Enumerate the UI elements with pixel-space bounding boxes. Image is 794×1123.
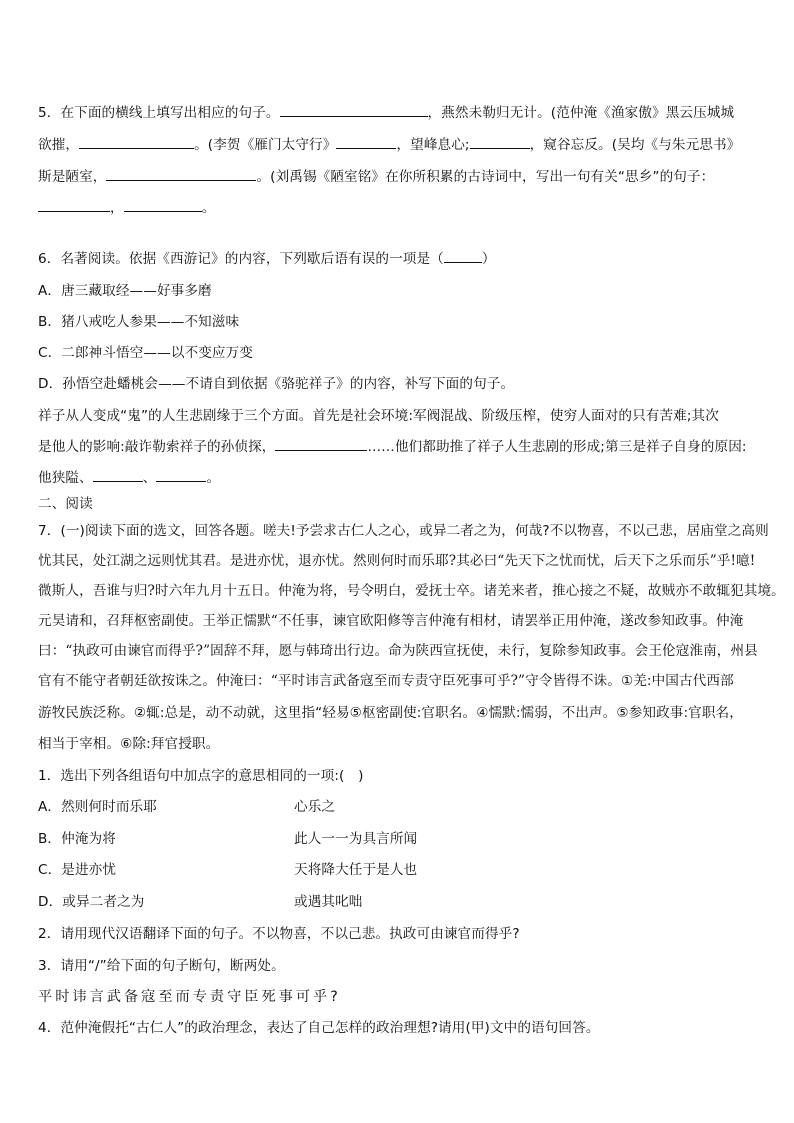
q5-text: 斯是陋室，	[38, 169, 107, 185]
answer-blank[interactable]	[38, 198, 110, 212]
q6-text: ）	[481, 251, 496, 267]
q6-text: 。	[206, 470, 221, 486]
q6-text: ……他们都助推了祥子人生悲剧的形成;第三是祥子自身的原因:	[367, 439, 747, 455]
q5-text: 。(李贺《雁门太守行》	[194, 137, 337, 153]
sq1-option-c	[38, 860, 418, 880]
subquestion-4: 4．范仲淹假托“古仁人”的政治理念，表达了自己怎样的政治理想?请用(甲)文中的语句回答。	[38, 1020, 600, 1036]
q5-text: ，窥谷忘反。(吴均《与朱元思书》	[529, 137, 741, 153]
q7-line-3: 微斯人，吾谁与归?时六年九月十五日。仲淹为将，号令明白，爱抚士卒。诸羌来者，推心接之不疑，故贼亦不敢辄犯其境。	[38, 583, 785, 599]
q5-line-1	[38, 103, 734, 123]
q6-stem	[38, 249, 496, 269]
notes-line-2: 游牧民族泛称。②辄:总是，动不动就，这里指“轻易⑤枢密副使:官职名。④懦默:懦弱，不出声。⑤参知政事:官职名，	[38, 705, 743, 721]
q5-line-2	[38, 135, 740, 155]
answer-blank[interactable]	[93, 468, 143, 482]
subquestion-2: 2．请用现代汉语翻译下面的句子。不以物喜，不以己悲。执政可由谏官而得乎?	[38, 926, 520, 942]
option-left: D．或异二者之为	[38, 894, 145, 910]
q5-text: ，	[110, 200, 124, 216]
notes-line-3: 相当于宰相。⑥除:拜官授职。	[38, 736, 220, 752]
q7-line-6	[38, 671, 734, 691]
subquestion-3: 3．请用“/”给下面的句子断句，断两处。	[38, 958, 285, 974]
q5-line-4	[38, 198, 215, 218]
q5-text: 5．在下面的横线上填写出相应的句子。	[38, 105, 280, 121]
answer-blank[interactable]	[280, 103, 428, 117]
answer-blank[interactable]	[336, 135, 396, 149]
option-left: C．是进亦忧	[38, 862, 117, 878]
q6-text: 是他人的影响:敲诈勒索祥子的孙侦探，	[38, 439, 276, 455]
answer-blank[interactable]	[124, 198, 202, 212]
q5-text: ，燕然未勒归无计。(范仲淹《渔家傲》黑云压城城	[427, 105, 735, 121]
q7-line-1: 7．(一)阅读下面的选文，回答各题。嗟夫!予尝求古仁人之心，或异二者之为，何哉?不以物喜，不以己悲，居庙堂之高则	[38, 523, 769, 539]
q6-option-c: C．二郎神斗悟空——以不变应万变	[38, 345, 253, 361]
section-heading: 二、阅读	[38, 496, 93, 512]
q5-text: 。	[201, 200, 216, 216]
answer-blank[interactable]	[470, 135, 530, 149]
notes-text: ①羌:中国古代西部	[620, 673, 734, 689]
q7-line-4: 元昊请和，召拜枢密副使。王举正懦默“不任事，谏官欧阳修等言仲淹有相材，请罢举正用仲淹，遂改参知政事。仲淹	[38, 613, 744, 629]
q6-text: 6．名著阅读。依据《西游记》的内容，下列歇后语有误的一项是（	[38, 251, 444, 267]
q6-text: 他狭隘、	[38, 470, 93, 486]
option-left: B．仲淹为将	[38, 831, 116, 847]
subquestion-1: 1．选出下列各组语句中加点字的意思相同的一项:( )	[38, 768, 364, 784]
q6-option-d: D．孙悟空赴蟠桃会——不请自到依据《骆驼祥子》的内容，补写下面的句子。	[38, 376, 515, 392]
option-left: A．然则何时而乐耶	[38, 799, 157, 815]
q5-text: 欲摧，	[38, 137, 80, 153]
answer-blank[interactable]	[79, 135, 194, 149]
answer-blank[interactable]	[444, 249, 482, 263]
option-right: 或遇其叱咄	[294, 894, 363, 910]
q6-paragraph-line-1: 祥子从人变成“鬼”的人生悲剧缘于三个方面。首先是社会环境:军阀混战、阶级压榨，使穷人面对的只有苦难;其次	[38, 408, 719, 424]
q7-line-2: 忧其民，处江湖之远则忧其君。是进亦忧，退亦忧。然则何时而乐耶?其必曰“先天下之忧而忧，后天下之乐而乐”乎!噫!	[38, 553, 756, 569]
q6-option-a: A．唐三藏取经——好事多磨	[38, 283, 212, 299]
answer-blank[interactable]	[156, 468, 206, 482]
option-right: 天将降大任于是人也	[294, 862, 418, 878]
q6-paragraph-line-3	[38, 468, 220, 488]
q6-text: 、	[142, 470, 157, 486]
q5-line-3	[38, 167, 714, 187]
q5-text: 。(刘禹锡《陋室铭》在你所积累的古诗词中，写出一句有关“思乡”的句子：	[256, 169, 715, 185]
q6-option-b: B．猪八戒吃人参果——不知滋味	[38, 314, 240, 330]
sq1-option-a	[38, 797, 336, 817]
q7-text: 官有不能守者朝廷欲按诛之。仲淹曰：“平时讳言武备寇至而专责守臣死事可乎?”守令皆得不诛。	[38, 673, 621, 689]
sq1-option-d	[38, 892, 363, 912]
q7-line-5: 曰：“执政可由谏官而得乎?”固辞不拜，愿与韩琦出行边。命为陕西宣抚使，未行，复除参知政事。会王伦寇淮南，州县	[38, 643, 758, 659]
answer-blank[interactable]	[106, 167, 256, 181]
sq3-sentence: 平时讳言武备寇至而专责守臣死事可乎?	[38, 989, 341, 1005]
option-right: 心乐之	[294, 799, 336, 815]
answer-blank[interactable]	[275, 437, 367, 451]
option-right: 此人一一为具言所闻	[294, 831, 418, 847]
q6-paragraph-line-2	[38, 437, 747, 457]
q5-text: ，望峰息心;	[396, 137, 470, 153]
sq1-option-b	[38, 829, 418, 849]
